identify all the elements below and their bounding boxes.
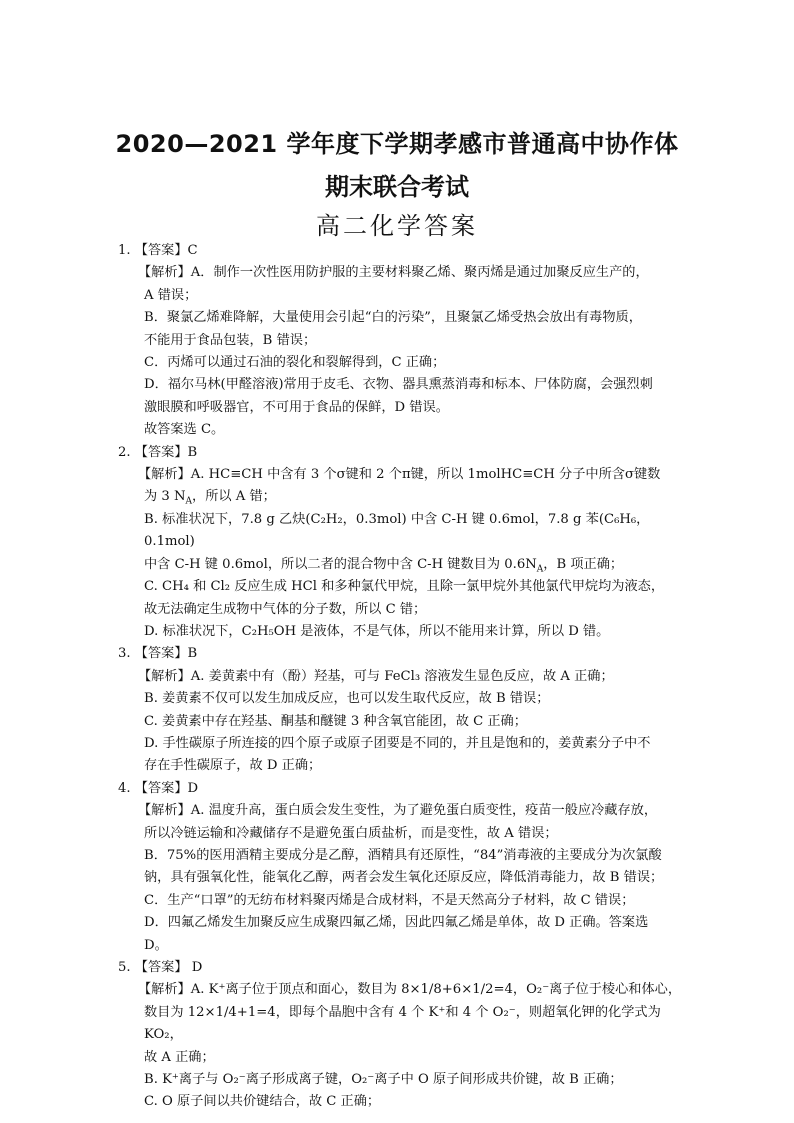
explanation-line: D．四氟乙烯发生加聚反应生成聚四氟乙烯，因此四氟乙烯是单体，故 D 正确。答案选 [144, 915, 649, 931]
explanation-line: B. K⁺离子与 O₂⁻离子形成离子键，O₂⁻离子中 O 原子间形成共价键，故 B 正确； [144, 1072, 623, 1088]
text-run: 为 3 N [144, 489, 186, 505]
explanation-line: 所以冷链运输和冷藏储存不是避免蛋白质盐析，而是变性，故 A 错误； [144, 825, 558, 841]
question-3-answer: 3. 【答案】B [118, 646, 198, 662]
exam-subtitle: 期末联合考试 [325, 173, 469, 201]
explanation-line: C. CH₄ 和 Cl₂ 反应生成 HCl 和多种氯代甲烷，且除一氯甲烷外其他氯代甲烷均为液态， [144, 579, 665, 595]
explanation-line: C. 姜黄素中存在羟基、酮基和醚键 3 种含氧官能团，故 C 正确； [144, 713, 527, 729]
explanation-line: D。 [144, 937, 168, 953]
explanation-line: 故无法确定生成物中气体的分子数，所以 C 错； [144, 601, 427, 617]
explanation-line: C. O 原子间以共价键结合，故 C 正确； [144, 1094, 381, 1110]
explanation-line: 钠，具有强氧化性，能氧化乙醇，两者会发生氧化还原反应，降低消毒能力，故 B 错误； [144, 870, 664, 886]
question-2 [118, 442, 688, 644]
question-4 [118, 778, 688, 957]
explanation-line: 【解析】A. 温度升高，蛋白质会发生变性，为了避免蛋白质变性，疫苗一般应冷藏存放， [138, 803, 658, 819]
explanation-line: D. 手性碳原子所连接的四个原子或原子团要是不同的，并且是饱和的，姜黄素分子中不 [144, 735, 651, 751]
explanation-line: 故 A 正确； [144, 1049, 215, 1065]
explanation-line [118, 486, 688, 508]
question-2-answer: 2. 【答案】B [118, 444, 198, 460]
answer-title: 高二化学答案 [316, 212, 478, 240]
question-3 [118, 643, 688, 777]
explanation-line: A 错误； [144, 287, 198, 303]
text-run: 中含 C-H 键 0.6mol，所以二者的混合物中含 C-H 键数目为 0.6N [144, 556, 537, 572]
question-5 [118, 957, 688, 1114]
explanation-line: C．生产“口罩”的无纺布材料聚丙烯是合成材料，不是天然高分子材料，故 C 错误； [144, 892, 635, 908]
explanation-line: 【解析】A. K⁺离子位于顶点和面心，数目为 8×1/8+6×1/2=4，O₂⁻离子位于棱心和体心， [138, 982, 682, 998]
exam-title: 2020—2021 学年度下学期孝感市普通高中协作体 [115, 130, 679, 158]
explanation-line: B．75%的医用酒精主要成分是乙醇，酒精具有还原性，“84”消毒液的主要成分为次氯酸 [144, 847, 662, 863]
explanation-line: B. 标准状况下，7.8 g 乙炔(C₂H₂，0.3mol) 中含 C-H 键 0.6mol，7.8 g 苯(C₆H₆，0.1mol) [144, 511, 650, 550]
explanation-line: 【解析】A．制作一次性医用防护服的主要材料聚乙烯、聚丙烯是通过加聚反应生产的， [138, 265, 649, 281]
question-1 [118, 240, 688, 442]
explanation-line: 【解析】A. HC≡CH 中含有 3 个σ键和 2 个π键，所以 1molHC≡CH 分子中所含σ键数 [138, 467, 661, 483]
question-5-answer: 5. 【答案】 D [118, 960, 203, 975]
explanation-line [118, 554, 688, 576]
explanation-line: 数目为 12×1/4+1=4，即每个晶胞中含有 4 个 K⁺和 4 个 O₂⁻，则超氧化钾的化学式为 KO₂， [144, 1004, 661, 1043]
explanation-line: D．福尔马林(甲醛溶液)常用于皮毛、衣物、器具熏蒸消毒和标本、尸体防腐，会强烈刺 [144, 377, 653, 393]
explanation-line: 不能用于食品包装，B 错误； [144, 332, 317, 348]
subscript: A [185, 497, 193, 508]
question-1-answer: 1. 【答案】C [118, 243, 198, 258]
text-run: ，B 项正确； [543, 556, 624, 572]
explanation-line: D. 标准状况下，C₂H₅OH 是液体，不是气体，所以不能用来计算，所以 D 错。 [144, 623, 610, 639]
text-run: ，所以 A 错； [192, 489, 276, 505]
explanation-line: 存在手性碳原子，故 D 正确； [144, 758, 322, 774]
explanation-line: B．聚氯乙烯难降解，大量使用会引起“白的污染”，且聚氯乙烯受热会放出有毒物质， [144, 310, 642, 326]
question-4-answer: 4. 【答案】D [118, 780, 199, 796]
answer-content [118, 240, 688, 1114]
explanation-line: 激眼膜和呼吸器官，不可用于食品的保鲜，D 错误。 [144, 399, 449, 415]
explanation-line: 【解析】A. 姜黄素中有（酚）羟基，可与 FeCl₃ 溶液发生显色反应，故 A 正确； [138, 668, 614, 684]
explanation-line: C．丙烯可以通过石油的裂化和裂解得到，C 正确； [144, 355, 446, 371]
subscript: A [536, 564, 544, 575]
explanation-line: 故答案选 C。 [144, 422, 225, 438]
explanation-line: B. 姜黄素不仅可以发生加成反应，也可以发生取代反应，故 B 错误； [144, 691, 550, 707]
